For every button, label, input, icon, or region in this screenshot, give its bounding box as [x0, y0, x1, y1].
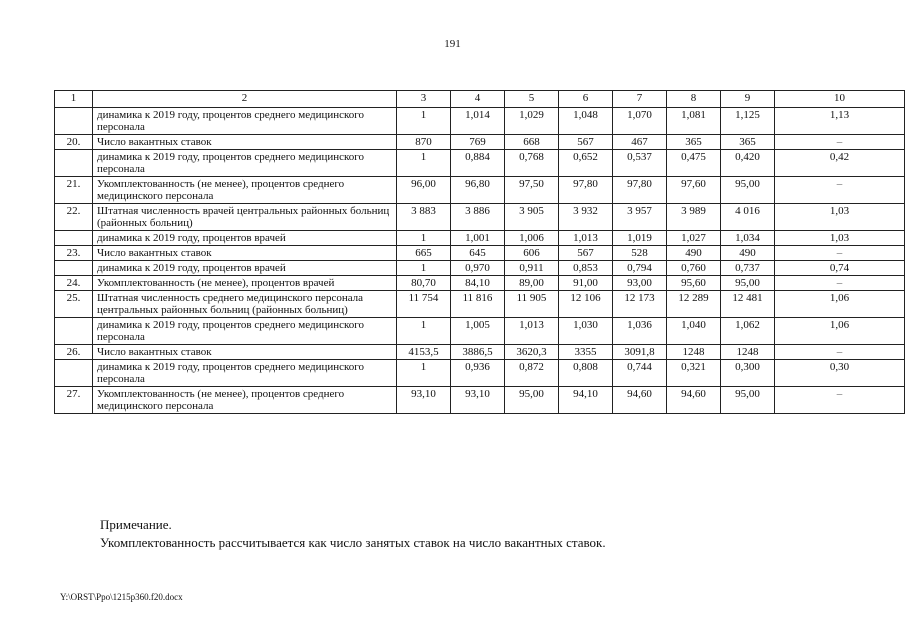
- row-value: 89,00: [505, 276, 559, 291]
- row-value: 0,30: [775, 360, 905, 387]
- row-value: 0,853: [559, 261, 613, 276]
- row-value: 1: [397, 360, 451, 387]
- row-value: 94,10: [559, 387, 613, 414]
- row-value: 490: [667, 246, 721, 261]
- row-value: 1,040: [667, 318, 721, 345]
- row-value: 1,03: [775, 204, 905, 231]
- row-value: 3620,3: [505, 345, 559, 360]
- page-number: 191: [444, 38, 461, 50]
- row-description: Штатная численность врачей центральных районных больниц (районных больниц): [93, 204, 397, 231]
- row-number: [55, 150, 93, 177]
- table-row: [55, 276, 905, 291]
- row-description: динамика к 2019 году, процентов среднего медицинского персонала: [93, 150, 397, 177]
- table-row: [55, 150, 905, 177]
- row-number: 20.: [55, 135, 93, 150]
- table-row: [55, 135, 905, 150]
- row-number: 26.: [55, 345, 93, 360]
- row-description: Штатная численность среднего медицинского персонала центральных районных больниц (районных больниц): [93, 291, 397, 318]
- row-value: 1,070: [613, 108, 667, 135]
- row-value: 1,048: [559, 108, 613, 135]
- table-row: [55, 318, 905, 345]
- row-value: 97,60: [667, 177, 721, 204]
- row-value: 1,062: [721, 318, 775, 345]
- row-value: 1,081: [667, 108, 721, 135]
- table-header-row: [55, 91, 905, 108]
- column-header: 10: [775, 91, 905, 108]
- row-value: 3091,8: [613, 345, 667, 360]
- row-value: 0,744: [613, 360, 667, 387]
- data-table: [54, 90, 905, 414]
- row-value: 1,03: [775, 231, 905, 246]
- row-value: 94,60: [613, 387, 667, 414]
- row-value: 4153,5: [397, 345, 451, 360]
- row-value: 1: [397, 108, 451, 135]
- row-value: 0,768: [505, 150, 559, 177]
- row-description: Число вакантных ставок: [93, 345, 397, 360]
- row-value: 0,652: [559, 150, 613, 177]
- row-value: 1,125: [721, 108, 775, 135]
- row-value: 0,760: [667, 261, 721, 276]
- row-value: 93,00: [613, 276, 667, 291]
- column-header: 9: [721, 91, 775, 108]
- row-value: 1,006: [505, 231, 559, 246]
- table-row: [55, 231, 905, 246]
- row-value: 91,00: [559, 276, 613, 291]
- row-value: 1,13: [775, 108, 905, 135]
- row-description: Укомплектованность (не менее), процентов среднего медицинского персонала: [93, 387, 397, 414]
- row-description: Число вакантных ставок: [93, 246, 397, 261]
- row-value: 365: [667, 135, 721, 150]
- row-value: 95,00: [505, 387, 559, 414]
- row-value: 1,06: [775, 318, 905, 345]
- row-value: 0,475: [667, 150, 721, 177]
- row-value: 3 886: [451, 204, 505, 231]
- row-value: 1: [397, 231, 451, 246]
- row-value: 0,808: [559, 360, 613, 387]
- table-row: [55, 261, 905, 276]
- row-value: 80,70: [397, 276, 451, 291]
- row-value: 96,80: [451, 177, 505, 204]
- row-value: 645: [451, 246, 505, 261]
- row-description: динамика к 2019 году, процентов врачей: [93, 261, 397, 276]
- row-value: 4 016: [721, 204, 775, 231]
- row-value: 1248: [721, 345, 775, 360]
- row-value: 97,80: [559, 177, 613, 204]
- table-row: [55, 108, 905, 135]
- row-number: 23.: [55, 246, 93, 261]
- row-value: 95,00: [721, 387, 775, 414]
- row-value: –: [775, 177, 905, 204]
- row-value: 93,10: [397, 387, 451, 414]
- row-value: 1,014: [451, 108, 505, 135]
- row-description: динамика к 2019 году, процентов среднего медицинского персонала: [93, 360, 397, 387]
- row-value: 3355: [559, 345, 613, 360]
- row-value: –: [775, 246, 905, 261]
- row-value: 1,001: [451, 231, 505, 246]
- row-number: [55, 261, 93, 276]
- note: [100, 516, 606, 552]
- row-value: 97,50: [505, 177, 559, 204]
- row-value: 1248: [667, 345, 721, 360]
- row-value: 1,013: [559, 231, 613, 246]
- table-row: [55, 360, 905, 387]
- row-value: –: [775, 276, 905, 291]
- row-value: 528: [613, 246, 667, 261]
- row-number: 24.: [55, 276, 93, 291]
- row-value: 0,970: [451, 261, 505, 276]
- row-value: 365: [721, 135, 775, 150]
- row-value: 0,872: [505, 360, 559, 387]
- column-header: 2: [93, 91, 397, 108]
- row-value: 769: [451, 135, 505, 150]
- row-number: 22.: [55, 204, 93, 231]
- table-row: [55, 345, 905, 360]
- row-value: 1,06: [775, 291, 905, 318]
- row-value: 3 989: [667, 204, 721, 231]
- row-value: 3 957: [613, 204, 667, 231]
- row-number: [55, 231, 93, 246]
- row-value: 0,911: [505, 261, 559, 276]
- row-value: 95,60: [667, 276, 721, 291]
- row-value: 0,884: [451, 150, 505, 177]
- row-value: 0,42: [775, 150, 905, 177]
- row-value: 668: [505, 135, 559, 150]
- row-value: 94,60: [667, 387, 721, 414]
- column-header: 3: [397, 91, 451, 108]
- row-value: 1: [397, 261, 451, 276]
- column-header: 6: [559, 91, 613, 108]
- row-value: 84,10: [451, 276, 505, 291]
- row-description: Укомплектованность (не менее), процентов врачей: [93, 276, 397, 291]
- note-title: Примечание.: [100, 517, 172, 532]
- row-value: 1: [397, 318, 451, 345]
- row-value: 1: [397, 150, 451, 177]
- row-value: 95,00: [721, 177, 775, 204]
- row-value: 870: [397, 135, 451, 150]
- row-value: 3 883: [397, 204, 451, 231]
- row-number: [55, 318, 93, 345]
- table-row: [55, 177, 905, 204]
- column-header: 8: [667, 91, 721, 108]
- row-value: 0,737: [721, 261, 775, 276]
- row-value: 3 905: [505, 204, 559, 231]
- row-value: 567: [559, 135, 613, 150]
- row-value: 1,027: [667, 231, 721, 246]
- row-value: 1,030: [559, 318, 613, 345]
- row-value: 97,80: [613, 177, 667, 204]
- row-value: –: [775, 135, 905, 150]
- row-value: 606: [505, 246, 559, 261]
- footer-file-path: Y:\ORST\Ppo\1215p360.f20.docx: [60, 592, 183, 602]
- row-value: 11 905: [505, 291, 559, 318]
- row-number: [55, 360, 93, 387]
- row-value: 1,029: [505, 108, 559, 135]
- row-value: 0,300: [721, 360, 775, 387]
- row-description: динамика к 2019 году, процентов среднего медицинского персонала: [93, 108, 397, 135]
- row-value: 0,420: [721, 150, 775, 177]
- row-value: –: [775, 345, 905, 360]
- row-value: 11 754: [397, 291, 451, 318]
- row-value: 0,794: [613, 261, 667, 276]
- row-value: 0,321: [667, 360, 721, 387]
- row-value: 93,10: [451, 387, 505, 414]
- table-row: [55, 204, 905, 231]
- column-header: 4: [451, 91, 505, 108]
- column-header: 5: [505, 91, 559, 108]
- column-header: 1: [55, 91, 93, 108]
- row-number: [55, 108, 93, 135]
- row-value: 0,537: [613, 150, 667, 177]
- table-row: [55, 291, 905, 318]
- row-value: 12 106: [559, 291, 613, 318]
- row-number: 25.: [55, 291, 93, 318]
- row-value: 3886,5: [451, 345, 505, 360]
- row-value: 490: [721, 246, 775, 261]
- row-description: динамика к 2019 году, процентов врачей: [93, 231, 397, 246]
- row-value: 12 289: [667, 291, 721, 318]
- column-header: 7: [613, 91, 667, 108]
- table-row: [55, 387, 905, 414]
- row-value: 0,74: [775, 261, 905, 276]
- row-value: 665: [397, 246, 451, 261]
- row-number: 27.: [55, 387, 93, 414]
- row-description: Число вакантных ставок: [93, 135, 397, 150]
- row-value: 567: [559, 246, 613, 261]
- note-text: Укомплектованность рассчитывается как число занятых ставок на число вакантных ставок.: [100, 535, 606, 550]
- row-value: 12 481: [721, 291, 775, 318]
- row-value: 467: [613, 135, 667, 150]
- table-row: [55, 246, 905, 261]
- row-value: 1,019: [613, 231, 667, 246]
- row-description: Укомплектованность (не менее), процентов среднего медицинского персонала: [93, 177, 397, 204]
- row-number: 21.: [55, 177, 93, 204]
- row-value: 1,013: [505, 318, 559, 345]
- row-value: 1,036: [613, 318, 667, 345]
- row-value: 11 816: [451, 291, 505, 318]
- row-value: 3 932: [559, 204, 613, 231]
- row-description: динамика к 2019 году, процентов среднего медицинского персонала: [93, 318, 397, 345]
- row-value: 95,00: [721, 276, 775, 291]
- row-value: 1,034: [721, 231, 775, 246]
- row-value: 96,00: [397, 177, 451, 204]
- row-value: 1,005: [451, 318, 505, 345]
- row-value: –: [775, 387, 905, 414]
- row-value: 0,936: [451, 360, 505, 387]
- row-value: 12 173: [613, 291, 667, 318]
